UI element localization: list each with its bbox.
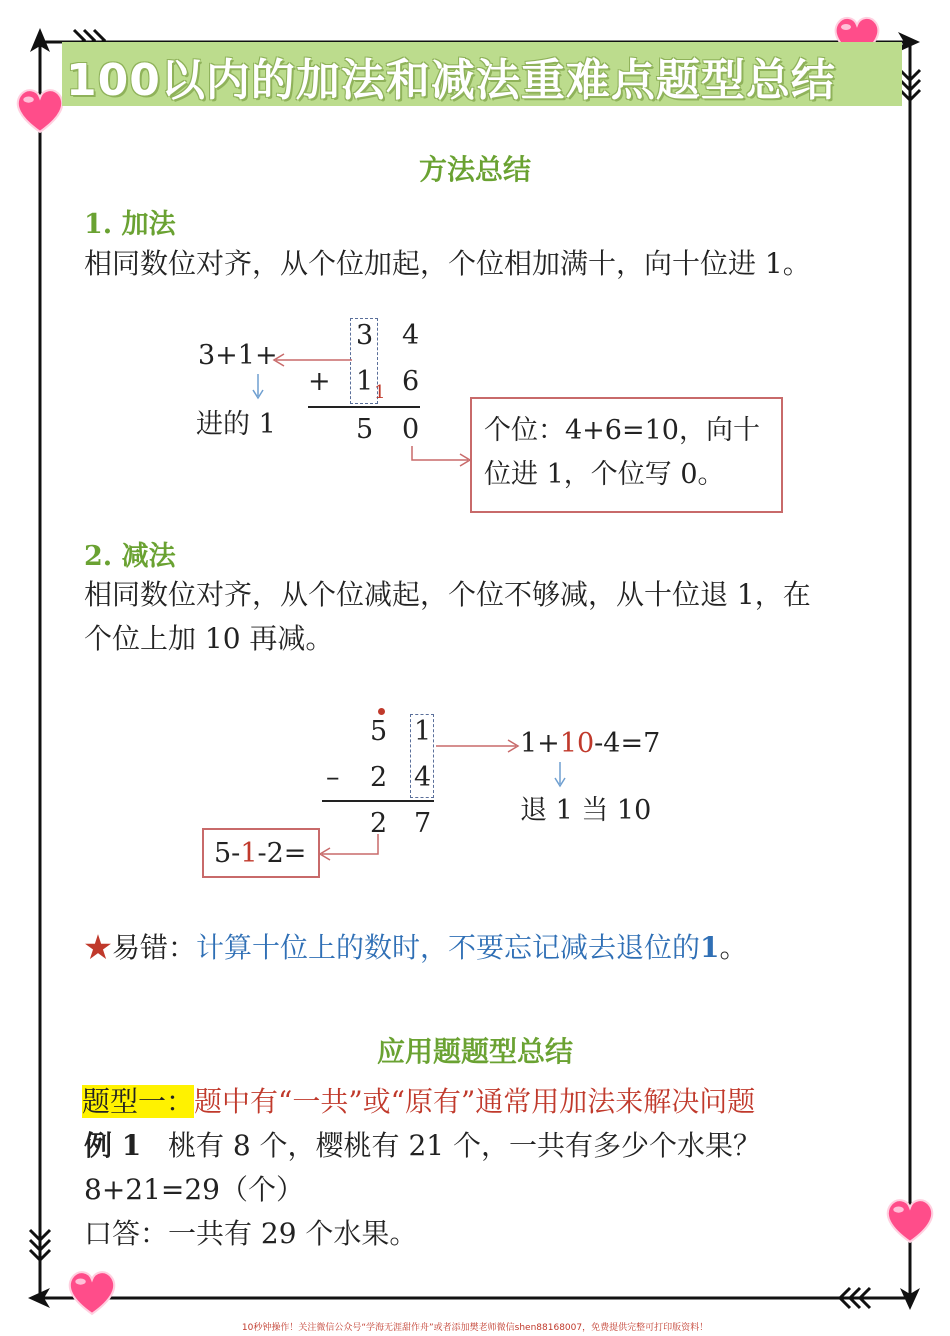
add-top-ones: 4 bbox=[402, 320, 420, 351]
carry-mark: 1 bbox=[374, 382, 386, 403]
addition-heading: 1. 加法 bbox=[84, 209, 176, 240]
subtraction-arrows bbox=[310, 730, 540, 870]
borrow-note: 退 1 当 10 bbox=[520, 795, 652, 826]
sub-result-ones: 7 bbox=[414, 808, 432, 839]
sub-bottom-tens: 2 bbox=[370, 762, 388, 793]
warning-text: 计算十位上的数时，不要忘记减去退位的 bbox=[196, 931, 701, 964]
warning-end: 。 bbox=[719, 931, 748, 964]
sub-top-tens: 5 bbox=[370, 716, 388, 747]
borrow-dot bbox=[378, 708, 385, 715]
example-line bbox=[84, 1124, 761, 1168]
sub-result-tens: 2 bbox=[370, 808, 388, 839]
example-label: 例 1 bbox=[84, 1129, 142, 1162]
heart-icon bbox=[66, 1268, 118, 1316]
tens-expr-part-c: -2= bbox=[257, 838, 307, 869]
problem-type-line bbox=[82, 1080, 755, 1124]
section-heading-methods: 方法总结 bbox=[418, 153, 531, 186]
carry-expression: 3+1+ bbox=[198, 340, 278, 371]
example-equation: 8+21=29（个） bbox=[84, 1173, 304, 1206]
problem-type-label: 题型一： bbox=[82, 1085, 195, 1118]
tens-expr-part-b: 1 bbox=[240, 838, 258, 869]
subtraction-heading: 2. 减法 bbox=[84, 541, 176, 572]
add-result-tens: 5 bbox=[356, 414, 374, 445]
common-mistake-note bbox=[84, 926, 748, 970]
ones-expr-part-c: -4=7 bbox=[594, 728, 661, 759]
add-result-ones: 0 bbox=[402, 414, 420, 445]
addition-note-line2: 位进 1，个位写 0。 bbox=[484, 459, 725, 490]
ones-expression bbox=[520, 728, 660, 759]
example-answer: 口答：一共有 29 个水果。 bbox=[84, 1217, 418, 1250]
addition-note-line1: 个位：4+6=10，向十 bbox=[484, 415, 760, 446]
heart-icon bbox=[884, 1196, 936, 1244]
footer-note: 10秒钟操作！关注微信公众号“学海无涯甜作舟”或者添加樊老师微信shen88168007，免费提供完整可打印版资料！ bbox=[241, 1323, 709, 1333]
addition-description: 相同数位对齐，从个位加起，个位相加满十，向十位进 1。 bbox=[84, 247, 811, 280]
page-title: 100以内的加法和减法重难点题型总结 bbox=[66, 55, 836, 106]
add-bottom-tens: 1 bbox=[356, 366, 374, 397]
problem-type-text: 题中有“一共”或“原有”通常用加法来解决问题 bbox=[194, 1085, 756, 1118]
heart-icon bbox=[14, 86, 66, 134]
sub-bottom-ones: 4 bbox=[414, 762, 432, 793]
tens-expr-part-a: 5- bbox=[214, 838, 241, 869]
add-operator: + bbox=[308, 366, 331, 397]
ones-expr-part-a: 1+ bbox=[520, 728, 560, 759]
subtraction-description-line2: 个位上加 10 再减。 bbox=[84, 622, 334, 655]
borrow-arrow bbox=[550, 760, 570, 790]
sub-operator: – bbox=[326, 762, 340, 793]
example-text: 桃有 8 个，樱桃有 21 个，一共有多少个水果？ bbox=[167, 1129, 761, 1162]
section-heading-word-problems: 应用题题型总结 bbox=[376, 1035, 573, 1068]
add-top-tens: 3 bbox=[356, 320, 374, 351]
sub-top-ones: 1 bbox=[414, 716, 432, 747]
warning-label: 易错： bbox=[112, 931, 197, 964]
add-bottom-ones: 6 bbox=[402, 366, 420, 397]
addition-arrows bbox=[240, 340, 480, 480]
warning-number: 1 bbox=[700, 931, 720, 964]
star-icon: ★ bbox=[84, 931, 113, 964]
tens-expression bbox=[214, 838, 306, 869]
ones-expr-part-b: 10 bbox=[559, 728, 595, 759]
carry-note: 进的 1 bbox=[196, 409, 276, 440]
subtraction-description-line1: 相同数位对齐，从个位减起，个位不够减，从十位退 1，在 bbox=[84, 578, 811, 611]
